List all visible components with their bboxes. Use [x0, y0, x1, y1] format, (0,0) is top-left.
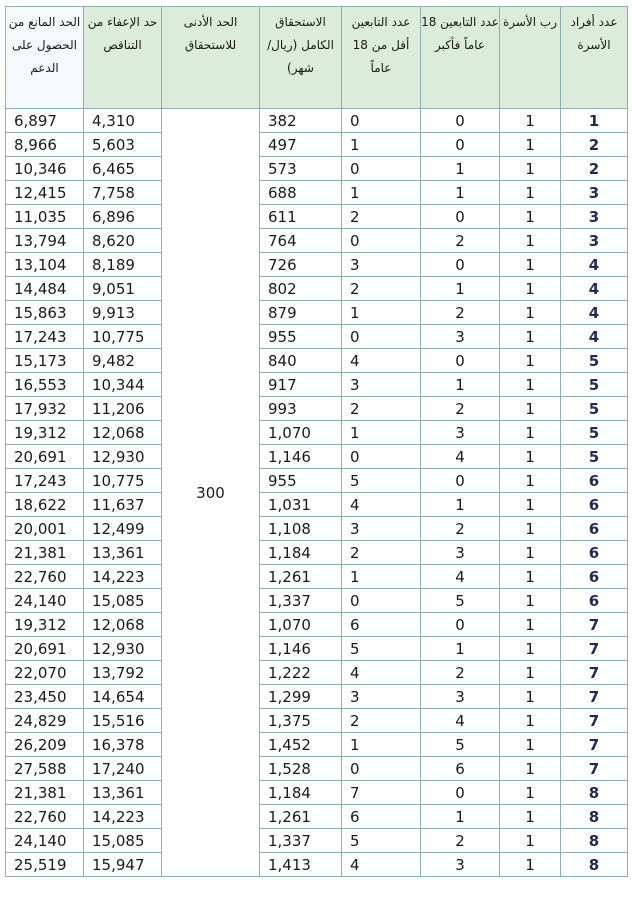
over18-cell: 1 — [421, 157, 500, 181]
cap-cell: 19,312 — [6, 421, 84, 445]
over18-cell: 6 — [421, 757, 500, 781]
header-under18: عدد التابعين أقل من 18 عاماً — [342, 7, 421, 109]
table-row — [6, 229, 628, 253]
exemption-cell: 12,499 — [84, 517, 162, 541]
members-cell: 6 — [561, 493, 628, 517]
exemption-cell: 12,930 — [84, 637, 162, 661]
exemption-cell: 8,620 — [84, 229, 162, 253]
over18-cell: 3 — [421, 541, 500, 565]
under18-cell: 7 — [342, 781, 421, 805]
cap-cell: 17,932 — [6, 397, 84, 421]
table-row — [6, 805, 628, 829]
under18-cell: 4 — [342, 853, 421, 877]
under18-cell: 0 — [342, 229, 421, 253]
exemption-cell: 6,896 — [84, 205, 162, 229]
full-cell: 573 — [260, 157, 342, 181]
under18-cell: 0 — [342, 589, 421, 613]
exemption-cell: 14,223 — [84, 565, 162, 589]
under18-cell: 3 — [342, 685, 421, 709]
table-row — [6, 493, 628, 517]
full-cell: 1,108 — [260, 517, 342, 541]
head-cell: 1 — [500, 229, 561, 253]
over18-cell: 0 — [421, 133, 500, 157]
exemption-cell: 12,930 — [84, 445, 162, 469]
head-cell: 1 — [500, 469, 561, 493]
full-cell: 1,337 — [260, 829, 342, 853]
full-cell: 764 — [260, 229, 342, 253]
cap-cell: 24,140 — [6, 829, 84, 853]
table-row — [6, 109, 628, 133]
table-row — [6, 181, 628, 205]
under18-cell: 1 — [342, 181, 421, 205]
over18-cell: 2 — [421, 829, 500, 853]
members-cell: 6 — [561, 517, 628, 541]
under18-cell: 1 — [342, 733, 421, 757]
table-row — [6, 133, 628, 157]
members-cell: 2 — [561, 157, 628, 181]
under18-cell: 5 — [342, 469, 421, 493]
under18-cell: 2 — [342, 709, 421, 733]
table-row — [6, 709, 628, 733]
full-cell: 1,184 — [260, 781, 342, 805]
under18-cell: 1 — [342, 421, 421, 445]
cap-cell: 11,035 — [6, 205, 84, 229]
members-cell: 8 — [561, 781, 628, 805]
members-cell: 5 — [561, 373, 628, 397]
cap-cell: 18,622 — [6, 493, 84, 517]
over18-cell: 1 — [421, 373, 500, 397]
exemption-cell: 15,085 — [84, 589, 162, 613]
head-cell: 1 — [500, 709, 561, 733]
members-cell: 7 — [561, 709, 628, 733]
members-cell: 4 — [561, 253, 628, 277]
table-body — [6, 109, 628, 877]
under18-cell: 0 — [342, 157, 421, 181]
cap-cell: 12,415 — [6, 181, 84, 205]
cap-cell: 24,829 — [6, 709, 84, 733]
under18-cell: 3 — [342, 373, 421, 397]
head-cell: 1 — [500, 373, 561, 397]
under18-cell: 4 — [342, 493, 421, 517]
members-cell: 8 — [561, 853, 628, 877]
members-cell: 7 — [561, 613, 628, 637]
over18-cell: 1 — [421, 493, 500, 517]
members-cell: 7 — [561, 637, 628, 661]
members-cell: 4 — [561, 277, 628, 301]
cap-cell: 15,173 — [6, 349, 84, 373]
header-over18: عدد التابعين 18 عاماً فأكبر — [421, 7, 500, 109]
full-cell: 1,070 — [260, 421, 342, 445]
full-cell: 611 — [260, 205, 342, 229]
exemption-cell: 9,051 — [84, 277, 162, 301]
members-cell: 7 — [561, 685, 628, 709]
min-eligibility-cell: 300 — [162, 109, 260, 877]
head-cell: 1 — [500, 397, 561, 421]
cap-cell: 20,691 — [6, 445, 84, 469]
under18-cell: 0 — [342, 109, 421, 133]
exemption-cell: 13,361 — [84, 541, 162, 565]
table-row — [6, 829, 628, 853]
members-cell: 6 — [561, 469, 628, 493]
members-cell: 5 — [561, 421, 628, 445]
under18-cell: 0 — [342, 325, 421, 349]
head-cell: 1 — [500, 325, 561, 349]
head-cell: 1 — [500, 301, 561, 325]
under18-cell: 1 — [342, 565, 421, 589]
table-row — [6, 253, 628, 277]
cap-cell: 13,794 — [6, 229, 84, 253]
header-cap: الحد المانع من الحصول على الدعم — [6, 7, 84, 109]
head-cell: 1 — [500, 637, 561, 661]
header-head: رب الأسرة — [500, 7, 561, 109]
head-cell: 1 — [500, 277, 561, 301]
full-cell: 955 — [260, 325, 342, 349]
under18-cell: 5 — [342, 637, 421, 661]
cap-cell: 21,381 — [6, 781, 84, 805]
head-cell: 1 — [500, 493, 561, 517]
table-row — [6, 661, 628, 685]
under18-cell: 4 — [342, 349, 421, 373]
cap-cell: 20,001 — [6, 517, 84, 541]
full-cell: 879 — [260, 301, 342, 325]
table-row — [6, 517, 628, 541]
cap-cell: 14,484 — [6, 277, 84, 301]
over18-cell: 3 — [421, 421, 500, 445]
full-cell: 1,452 — [260, 733, 342, 757]
head-cell: 1 — [500, 517, 561, 541]
exemption-cell: 9,913 — [84, 301, 162, 325]
members-cell: 6 — [561, 589, 628, 613]
under18-cell: 5 — [342, 829, 421, 853]
table-row — [6, 325, 628, 349]
table-row — [6, 781, 628, 805]
over18-cell: 2 — [421, 397, 500, 421]
under18-cell: 1 — [342, 301, 421, 325]
head-cell: 1 — [500, 685, 561, 709]
members-cell: 7 — [561, 661, 628, 685]
members-cell: 3 — [561, 229, 628, 253]
table-row — [6, 853, 628, 877]
table-row — [6, 685, 628, 709]
full-cell: 840 — [260, 349, 342, 373]
full-cell: 382 — [260, 109, 342, 133]
exemption-cell: 7,758 — [84, 181, 162, 205]
table-row — [6, 373, 628, 397]
head-cell: 1 — [500, 445, 561, 469]
members-cell: 4 — [561, 301, 628, 325]
cap-cell: 17,243 — [6, 469, 84, 493]
exemption-cell: 15,947 — [84, 853, 162, 877]
table-row — [6, 613, 628, 637]
over18-cell: 3 — [421, 325, 500, 349]
under18-cell: 2 — [342, 205, 421, 229]
full-cell: 726 — [260, 253, 342, 277]
members-cell: 7 — [561, 757, 628, 781]
over18-cell: 0 — [421, 109, 500, 133]
over18-cell: 4 — [421, 445, 500, 469]
cap-cell: 8,966 — [6, 133, 84, 157]
cap-cell: 15,863 — [6, 301, 84, 325]
support-eligibility-table — [5, 6, 628, 877]
full-cell: 955 — [260, 469, 342, 493]
head-cell: 1 — [500, 133, 561, 157]
head-cell: 1 — [500, 541, 561, 565]
full-cell: 497 — [260, 133, 342, 157]
cap-cell: 22,760 — [6, 565, 84, 589]
cap-cell: 22,760 — [6, 805, 84, 829]
under18-cell: 6 — [342, 613, 421, 637]
exemption-cell: 6,465 — [84, 157, 162, 181]
over18-cell: 0 — [421, 469, 500, 493]
head-cell: 1 — [500, 805, 561, 829]
exemption-cell: 17,240 — [84, 757, 162, 781]
head-cell: 1 — [500, 733, 561, 757]
over18-cell: 1 — [421, 277, 500, 301]
cap-cell: 20,691 — [6, 637, 84, 661]
exemption-cell: 9,482 — [84, 349, 162, 373]
cap-cell: 24,140 — [6, 589, 84, 613]
full-cell: 1,070 — [260, 613, 342, 637]
exemption-cell: 12,068 — [84, 421, 162, 445]
cap-cell: 23,450 — [6, 685, 84, 709]
table-row — [6, 541, 628, 565]
members-cell: 3 — [561, 181, 628, 205]
exemption-cell: 11,637 — [84, 493, 162, 517]
header-min: الحد الأدنى للاستحقاق — [162, 7, 260, 109]
cap-cell: 17,243 — [6, 325, 84, 349]
table-row — [6, 277, 628, 301]
full-cell: 688 — [260, 181, 342, 205]
over18-cell: 0 — [421, 613, 500, 637]
head-cell: 1 — [500, 157, 561, 181]
head-cell: 1 — [500, 589, 561, 613]
over18-cell: 2 — [421, 517, 500, 541]
over18-cell: 5 — [421, 589, 500, 613]
members-cell: 8 — [561, 805, 628, 829]
exemption-cell: 5,603 — [84, 133, 162, 157]
head-cell: 1 — [500, 829, 561, 853]
exemption-cell: 10,344 — [84, 373, 162, 397]
full-cell: 1,184 — [260, 541, 342, 565]
under18-cell: 0 — [342, 445, 421, 469]
over18-cell: 4 — [421, 565, 500, 589]
members-cell: 5 — [561, 397, 628, 421]
full-cell: 1,528 — [260, 757, 342, 781]
cap-cell: 16,553 — [6, 373, 84, 397]
members-cell: 7 — [561, 733, 628, 757]
table-row — [6, 757, 628, 781]
table-row — [6, 637, 628, 661]
cap-cell: 13,104 — [6, 253, 84, 277]
head-cell: 1 — [500, 253, 561, 277]
full-cell: 802 — [260, 277, 342, 301]
cap-cell: 10,346 — [6, 157, 84, 181]
over18-cell: 3 — [421, 853, 500, 877]
full-cell: 1,337 — [260, 589, 342, 613]
under18-cell: 0 — [342, 757, 421, 781]
exemption-cell: 12,068 — [84, 613, 162, 637]
exemption-cell: 13,361 — [84, 781, 162, 805]
over18-cell: 1 — [421, 181, 500, 205]
header-row — [6, 7, 628, 109]
exemption-cell: 14,654 — [84, 685, 162, 709]
exemption-cell: 16,378 — [84, 733, 162, 757]
full-cell: 1,146 — [260, 637, 342, 661]
cap-cell: 19,312 — [6, 613, 84, 637]
head-cell: 1 — [500, 661, 561, 685]
head-cell: 1 — [500, 565, 561, 589]
table-row — [6, 589, 628, 613]
members-cell: 3 — [561, 205, 628, 229]
over18-cell: 0 — [421, 205, 500, 229]
over18-cell: 0 — [421, 349, 500, 373]
under18-cell: 3 — [342, 253, 421, 277]
table-row — [6, 421, 628, 445]
over18-cell: 0 — [421, 253, 500, 277]
cap-cell: 22,070 — [6, 661, 84, 685]
full-cell: 1,299 — [260, 685, 342, 709]
table-row — [6, 205, 628, 229]
head-cell: 1 — [500, 181, 561, 205]
header-exemption: حد الإعفاء من التناقص — [84, 7, 162, 109]
under18-cell: 4 — [342, 661, 421, 685]
table-row — [6, 301, 628, 325]
over18-cell: 2 — [421, 229, 500, 253]
cap-cell: 27,588 — [6, 757, 84, 781]
exemption-cell: 11,206 — [84, 397, 162, 421]
exemption-cell: 13,792 — [84, 661, 162, 685]
over18-cell: 2 — [421, 661, 500, 685]
table-row — [6, 397, 628, 421]
under18-cell: 2 — [342, 541, 421, 565]
exemption-cell: 15,516 — [84, 709, 162, 733]
members-cell: 2 — [561, 133, 628, 157]
under18-cell: 1 — [342, 133, 421, 157]
full-cell: 917 — [260, 373, 342, 397]
over18-cell: 2 — [421, 301, 500, 325]
members-cell: 8 — [561, 829, 628, 853]
head-cell: 1 — [500, 421, 561, 445]
exemption-cell: 14,223 — [84, 805, 162, 829]
table-row — [6, 157, 628, 181]
over18-cell: 3 — [421, 685, 500, 709]
cap-cell: 6,897 — [6, 109, 84, 133]
full-cell: 1,261 — [260, 805, 342, 829]
table-row — [6, 349, 628, 373]
head-cell: 1 — [500, 109, 561, 133]
exemption-cell: 4,310 — [84, 109, 162, 133]
head-cell: 1 — [500, 349, 561, 373]
over18-cell: 4 — [421, 709, 500, 733]
head-cell: 1 — [500, 613, 561, 637]
under18-cell: 3 — [342, 517, 421, 541]
full-cell: 1,146 — [260, 445, 342, 469]
exemption-cell: 10,775 — [84, 469, 162, 493]
full-cell: 1,375 — [260, 709, 342, 733]
head-cell: 1 — [500, 757, 561, 781]
head-cell: 1 — [500, 853, 561, 877]
members-cell: 1 — [561, 109, 628, 133]
full-cell: 1,413 — [260, 853, 342, 877]
header-full: الاستحقاق الكامل (ريال/شهر) — [260, 7, 342, 109]
full-cell: 993 — [260, 397, 342, 421]
full-cell: 1,261 — [260, 565, 342, 589]
under18-cell: 2 — [342, 397, 421, 421]
full-cell: 1,222 — [260, 661, 342, 685]
table-row — [6, 565, 628, 589]
full-cell: 1,031 — [260, 493, 342, 517]
over18-cell: 1 — [421, 637, 500, 661]
under18-cell: 2 — [342, 277, 421, 301]
cap-cell: 26,209 — [6, 733, 84, 757]
over18-cell: 1 — [421, 805, 500, 829]
exemption-cell: 10,775 — [84, 325, 162, 349]
members-cell: 5 — [561, 445, 628, 469]
members-cell: 6 — [561, 541, 628, 565]
over18-cell: 5 — [421, 733, 500, 757]
exemption-cell: 8,189 — [84, 253, 162, 277]
table-row — [6, 445, 628, 469]
head-cell: 1 — [500, 781, 561, 805]
members-cell: 5 — [561, 349, 628, 373]
header-members: عدد أفراد الأسرة — [561, 7, 628, 109]
cap-cell: 21,381 — [6, 541, 84, 565]
exemption-cell: 15,085 — [84, 829, 162, 853]
members-cell: 6 — [561, 565, 628, 589]
table-row — [6, 469, 628, 493]
under18-cell: 6 — [342, 805, 421, 829]
members-cell: 4 — [561, 325, 628, 349]
table-row — [6, 733, 628, 757]
over18-cell: 0 — [421, 781, 500, 805]
cap-cell: 25,519 — [6, 853, 84, 877]
head-cell: 1 — [500, 205, 561, 229]
